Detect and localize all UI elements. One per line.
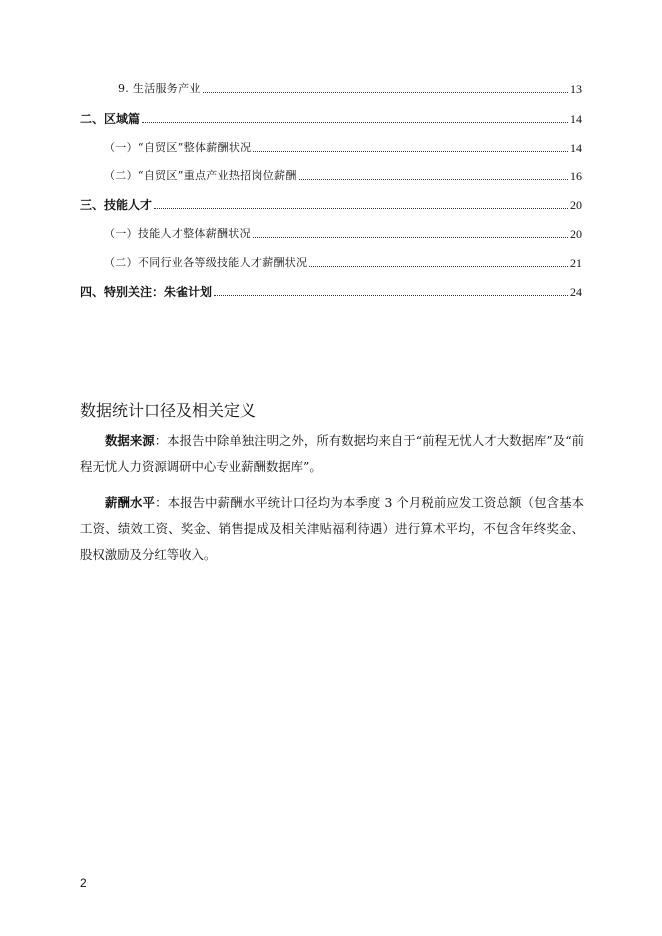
toc-entry-special-focus[interactable] xyxy=(80,281,582,299)
toc-entry-label: 四、特别关注：朱雀计划 xyxy=(80,285,213,299)
toc-entry-ftz-overall[interactable] xyxy=(104,137,582,155)
toc-entry-label: （一）“自贸区”整体薪酬状况 xyxy=(104,141,252,154)
toc-entry-label: 三、技能人才 xyxy=(80,198,153,212)
toc-page-number: 20 xyxy=(570,227,582,241)
data-source-paragraph xyxy=(80,428,584,480)
toc-dot-leader xyxy=(309,265,568,267)
salary-level-paragraph xyxy=(80,490,584,568)
toc-dot-leader xyxy=(142,121,568,123)
salary-level-text: ：本报告中薪酬水平统计口径均为本季度 3 个月税前应发工资总额（包含基本工资、绩效工资、奖金、销售提成及相关津贴福利待遇）进行算术平均，不包含年终奖金、股权激励及分红等收入。 xyxy=(80,495,585,562)
toc-entry-region[interactable] xyxy=(80,108,582,126)
toc-dot-leader xyxy=(154,207,568,209)
toc-entry-ftz-hot-jobs[interactable] xyxy=(104,165,582,183)
definitions-title: 数据统计口径及相关定义 xyxy=(80,401,257,420)
data-source-text: ：本报告中除单独注明之外，所有数据均来自于“前程无忧人才大数据库”及“前程无忧人力资源调研中心专业薪酬数据库”。 xyxy=(80,433,585,474)
toc-page-number: 16 xyxy=(570,169,582,183)
toc-page-number: 14 xyxy=(570,141,582,155)
toc-entry-skilled-by-industry[interactable] xyxy=(104,252,582,270)
toc-page-number: 21 xyxy=(570,256,582,270)
data-source-term: 数据来源 xyxy=(105,433,155,448)
toc-dot-leader xyxy=(203,91,568,93)
toc-entry-label: （一）技能人才整体薪酬状况 xyxy=(104,227,251,240)
toc-entry-living-services[interactable] xyxy=(118,78,582,96)
toc-page-number: 20 xyxy=(570,198,582,212)
toc-dot-leader xyxy=(253,150,568,152)
toc-entry-label: 二、区域篇 xyxy=(80,112,141,126)
toc-entry-skilled-talent[interactable] xyxy=(80,194,582,212)
toc-entry-label: （二）不同行业各等级技能人才薪酬状况 xyxy=(104,256,308,269)
page-number: 2 xyxy=(80,876,87,890)
toc-page-number: 13 xyxy=(570,82,582,96)
toc-dot-leader xyxy=(299,178,568,180)
toc-entry-label: （二）“自贸区”重点产业热招岗位薪酬 xyxy=(104,169,297,182)
toc-page-number: 24 xyxy=(570,285,582,299)
toc-page-number: 14 xyxy=(570,112,582,126)
salary-level-term: 薪酬水平 xyxy=(105,495,156,510)
toc-entry-label: 9. 生活服务产业 xyxy=(118,82,201,95)
toc-entry-skilled-overall[interactable] xyxy=(104,223,582,241)
toc-dot-leader xyxy=(214,294,568,296)
toc-dot-leader xyxy=(253,236,568,238)
